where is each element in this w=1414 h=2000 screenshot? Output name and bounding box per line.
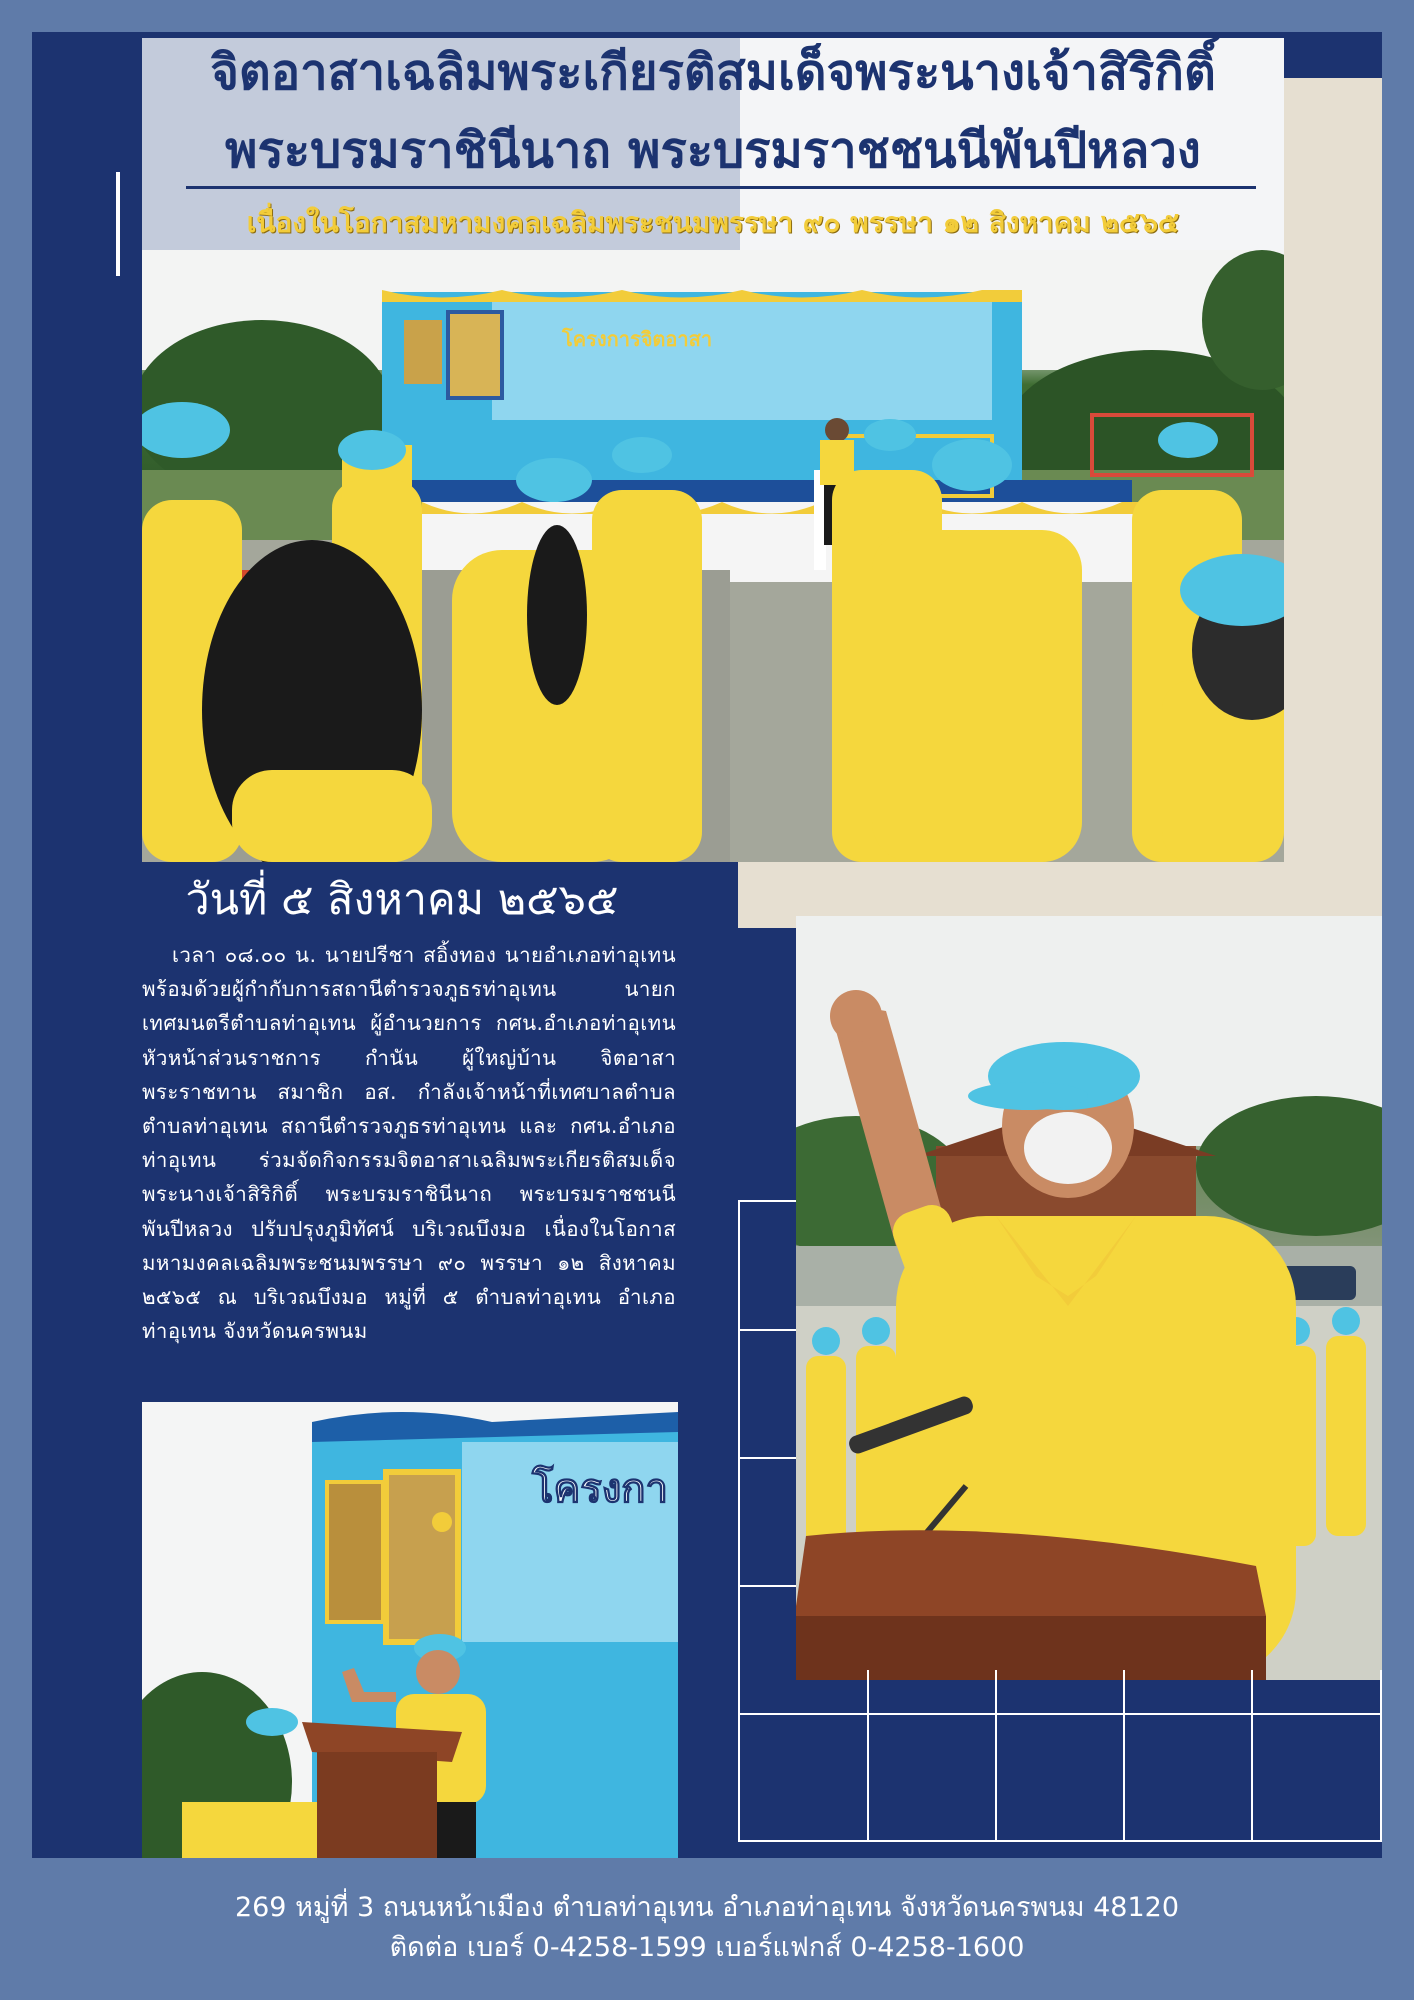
article-body-text: เวลา ๐๘.๐๐ น. นายปรีชา สอิ้งทอง นายอำเภอท่าอุเทน พร้อมด้วยผู้กำกับการสถานีตำรวจภูธรท่าอุเทน นายกเทศมนตรีตำบลท่าอุเทน ผู้อำนวยการ กศน.อำเภอท่าอุเทน หัวหน้าส่วนราชการ กำนัน ผู้ใหญ่บ้าน จิตอาสาพระราชทาน สมาชิก อส. กำลังเจ้าหน้าที่เทศบาลตำบลตำบลท่าอุเทน สถานีตำรวจภูธรท่าอุเทน และ กศน.อำเภอท่าอุเทน ร่วมจัดกิจกรรมจิตอาสาเฉลิมพระเกียรติสมเด็จพระนางเจ้าสิริกิติ์ พระบรมราชินีนาถ พระบรมราชชนนีพันปีหลวง ปรับปรุงภูมิทัศน์ บริเวณบึงมอ เนื่องในโอกาสมหามงคลเฉลิมพระชนมพรรษา ๙๐ พรรษา ๑๒ สิงหาคม ๒๕๖๕ ณ บริเวณบึงมอ หมู่ที่ ๕ ตำบลท่าอุเทน อำเภอท่าอุเทน จังหวัดนครพนม xyxy=(142,943,676,1344)
podium-banner-illustration xyxy=(142,1402,678,1858)
ceremony-stage-illustration xyxy=(142,250,1284,862)
podium-banner-photo xyxy=(142,1402,678,1858)
footer-address: 269 หมู่ที่ 3 ถนนหน้าเมือง ตำบลท่าอุเทน อำเภอท่าอุเทน จังหวัดนครพนม 48120 xyxy=(234,1892,1180,1923)
decorative-grid xyxy=(738,1200,1382,1842)
navy-corner-block xyxy=(1284,32,1382,78)
title-line-2: พระบรมราชินีนาถ พระบรมราชชนนีพันปีหลวง xyxy=(225,122,1201,179)
ceremony-stage-photo xyxy=(142,250,1284,862)
title-line-1: จิตอาสาเฉลิมพระเกียรติสมเด็จพระนางเจ้าสิริกิติ์ xyxy=(210,44,1216,101)
footer-contact: ติดต่อ เบอร์ 0-4258-1599 เบอร์แฟกส์ 0-4258-1600 xyxy=(389,1932,1025,1963)
article-date-heading: วันที่ ๕ สิงหาคม ๒๕๖๕ xyxy=(185,875,619,925)
bottom-banner-title: โครงกา xyxy=(532,1465,668,1512)
vertical-accent-line xyxy=(116,172,120,276)
main-banner-title: โครงการจิตอาสา xyxy=(562,327,713,351)
article-body xyxy=(142,938,676,1348)
subtitle: เนื่องในโอกาสมหามงคลเฉลิมพระชนมพรรษา ๙๐ พรรษา ๑๒ สิงหาคม ๒๕๖๕ xyxy=(246,206,1180,239)
title-underline xyxy=(186,186,1256,189)
